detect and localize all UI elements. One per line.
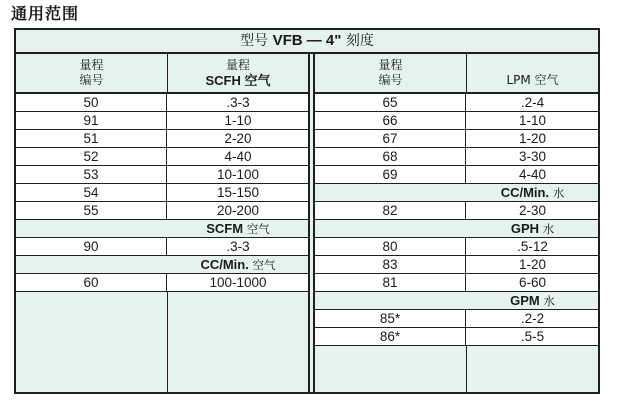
table-row bbox=[315, 130, 598, 148]
range-number-cell: 91 bbox=[16, 112, 167, 129]
right-range-header bbox=[467, 54, 598, 94]
header-line: LPM 空气 bbox=[506, 73, 559, 87]
range-value-cell: 2-20 bbox=[224, 131, 252, 146]
right-half bbox=[315, 54, 598, 392]
unit-subheader bbox=[315, 220, 598, 238]
range-number-cell: 85* bbox=[315, 310, 466, 327]
unit-code: CC/Min. bbox=[200, 257, 249, 272]
range-value-cell: 100-1000 bbox=[209, 275, 267, 290]
header-line: 量程 bbox=[378, 58, 403, 72]
range-number-cell: 80 bbox=[315, 238, 466, 255]
unit-code: GPM bbox=[510, 293, 540, 308]
unit-code: GPH bbox=[510, 221, 539, 236]
unit-label bbox=[168, 256, 308, 274]
range-number-cell: 60 bbox=[16, 274, 167, 291]
range-table bbox=[14, 28, 600, 394]
table-row bbox=[315, 202, 598, 220]
right-range-number-header bbox=[315, 54, 467, 94]
table-row bbox=[315, 166, 598, 184]
table-row bbox=[16, 184, 308, 202]
title-suffix: 刻度 bbox=[345, 33, 374, 49]
table-row bbox=[16, 94, 308, 112]
range-value-cell: .5-12 bbox=[517, 239, 548, 254]
unit-code: SCFM bbox=[206, 221, 244, 236]
page-heading: 通用范围 bbox=[11, 4, 80, 23]
range-value-cell: 4-40 bbox=[518, 167, 547, 182]
range-value-cell: 1-10 bbox=[224, 113, 252, 128]
empty-area bbox=[16, 292, 308, 392]
range-value-cell: 1-10 bbox=[518, 113, 547, 128]
title-model: VFB — 4" bbox=[272, 32, 342, 49]
range-number-cell: 65 bbox=[315, 94, 466, 111]
table-row bbox=[315, 94, 598, 112]
unit-subheader bbox=[16, 220, 308, 238]
unit-subheader bbox=[16, 256, 308, 274]
title-prefix: 型号 bbox=[240, 33, 269, 49]
header-line: 量程 bbox=[79, 58, 104, 72]
range-value-cell: .2-2 bbox=[520, 311, 545, 326]
range-value-cell: 2-30 bbox=[518, 203, 547, 218]
left-range-number-header bbox=[16, 54, 168, 94]
unit-subheader bbox=[315, 292, 598, 310]
table-row bbox=[315, 328, 598, 346]
unit-label bbox=[168, 220, 308, 238]
range-number-cell: 51 bbox=[16, 130, 167, 147]
range-value-cell: 1-20 bbox=[518, 131, 547, 146]
unit-subheader bbox=[315, 184, 598, 202]
range-number-cell: 82 bbox=[315, 202, 466, 219]
range-value-cell: .2-4 bbox=[520, 95, 545, 110]
table-row bbox=[315, 148, 598, 166]
left-range-header bbox=[168, 54, 308, 94]
unit-medium: 水 bbox=[539, 294, 555, 308]
range-number-cell: 67 bbox=[315, 130, 466, 147]
unit-label bbox=[467, 292, 598, 310]
header-line: 量程 bbox=[225, 58, 250, 72]
unit-code: CC/Min. bbox=[500, 185, 550, 200]
table-row bbox=[16, 274, 308, 292]
range-value-cell: .3-3 bbox=[226, 239, 250, 254]
table-row bbox=[315, 274, 598, 292]
unit-medium: 水 bbox=[549, 186, 565, 200]
range-number-cell: 52 bbox=[16, 148, 167, 165]
table-row bbox=[315, 112, 598, 130]
table-row bbox=[16, 148, 308, 166]
unit-medium: 空气 bbox=[243, 222, 270, 236]
range-value-cell: 15-150 bbox=[216, 185, 260, 200]
range-number-cell: 86* bbox=[315, 328, 466, 345]
left-rows bbox=[16, 94, 308, 392]
range-number-cell: 81 bbox=[315, 274, 466, 291]
table-row bbox=[16, 202, 308, 220]
table-row bbox=[315, 310, 598, 328]
unit-medium: 水 bbox=[539, 222, 555, 236]
range-number-cell: 83 bbox=[315, 256, 466, 273]
range-number-cell: 54 bbox=[16, 184, 167, 201]
table-row bbox=[16, 130, 308, 148]
range-number-cell: 66 bbox=[315, 112, 466, 129]
range-value-cell: 3-30 bbox=[518, 149, 547, 164]
unit-label bbox=[467, 184, 598, 202]
range-value-cell: 6-60 bbox=[518, 275, 547, 290]
empty-area bbox=[315, 346, 598, 392]
range-number-cell: 90 bbox=[16, 238, 167, 255]
range-number-cell: 69 bbox=[315, 166, 466, 183]
column-rule bbox=[466, 346, 467, 392]
header-line: 编号 bbox=[79, 73, 104, 87]
right-rows bbox=[315, 94, 598, 392]
unit-label bbox=[467, 220, 598, 238]
range-number-cell: 50 bbox=[16, 94, 167, 111]
column-rule bbox=[167, 292, 168, 392]
range-value-cell: 4-40 bbox=[224, 149, 252, 164]
table-divider bbox=[308, 54, 315, 392]
range-value-cell: .5-5 bbox=[520, 329, 545, 344]
header-line: SCFH 空气 bbox=[205, 73, 271, 88]
range-value-cell: 10-100 bbox=[216, 167, 260, 182]
left-half bbox=[16, 54, 308, 392]
table-row bbox=[16, 112, 308, 130]
range-value-cell: 20-200 bbox=[216, 203, 260, 218]
range-number-cell: 55 bbox=[16, 202, 167, 219]
range-number-cell: 53 bbox=[16, 166, 167, 183]
table-row bbox=[16, 238, 308, 256]
table-row bbox=[315, 256, 598, 274]
header-line: 编号 bbox=[378, 73, 403, 87]
range-value-cell: .3-3 bbox=[226, 95, 250, 110]
table-row bbox=[315, 238, 598, 256]
unit-medium: 空气 bbox=[248, 258, 276, 272]
table-title bbox=[16, 30, 598, 54]
table-row bbox=[16, 166, 308, 184]
range-value-cell: 1-20 bbox=[518, 257, 547, 272]
range-number-cell: 68 bbox=[315, 148, 466, 165]
